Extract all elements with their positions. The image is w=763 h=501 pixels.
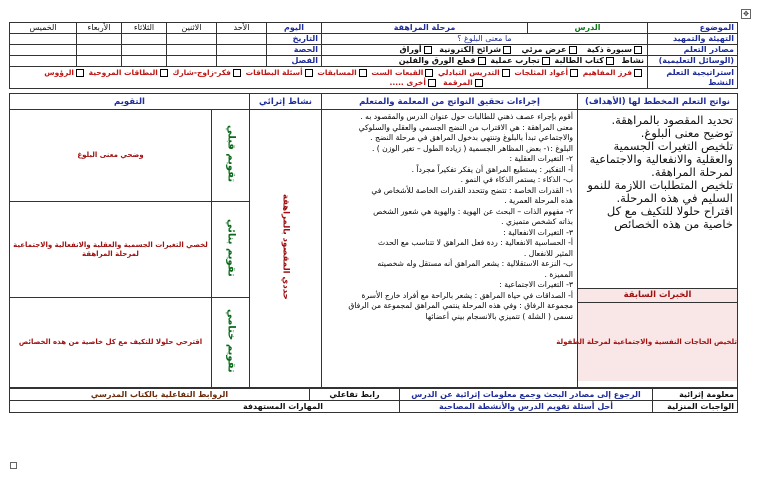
- date-label: التاريخ: [267, 34, 322, 45]
- checkbox-icon[interactable]: [424, 46, 432, 54]
- eval-pre-label: تقويم قبلي: [225, 125, 237, 183]
- main-table: [9, 93, 738, 388]
- col-outcomes: نواتج التعلم المخطط لها (الأهداف): [578, 94, 738, 110]
- checkbox-icon[interactable]: [634, 46, 642, 54]
- checkbox-icon[interactable]: [502, 69, 510, 77]
- lesson-title[interactable]: مرحلة المراهقة: [322, 23, 528, 34]
- eval-final-text[interactable]: اقترحي حلولا للتكيف مع كل خاصية من هذه الخصائص: [9, 298, 211, 388]
- sources-sub-label: (الوسائل التعليمية): [648, 56, 738, 67]
- checkbox-icon[interactable]: [76, 69, 84, 77]
- checkbox-icon[interactable]: [634, 69, 642, 77]
- class-label: الفصل: [267, 56, 322, 67]
- eval-pre-label-cell: [212, 110, 250, 202]
- checkbox-icon[interactable]: [503, 46, 511, 54]
- enrichment-label: معلومة إثرائية: [653, 389, 738, 401]
- activity-text: حددي المقصود بالمراهقة: [280, 194, 291, 300]
- lesson-plan-page: [10, 22, 738, 476]
- outcomes-list[interactable]: تحديد المقصود بالمراهقة. توضيح معنى البلوغ. تلخيص التغيرات الجسمية والعقلية والانفعالية والاجتماعية لمرحلة المراهقة. تلخيص المتطلبات اللازمة للنمو السليم في هذه المرحلة. اقتراح حلولا للتكيف مع كل خاصية من هذه الخصائص: [587, 113, 733, 231]
- subject-value[interactable]: التهيئة والتمهيد: [648, 34, 738, 45]
- checkbox-icon[interactable]: [570, 69, 578, 77]
- lesson-question[interactable]: ما معنى البلوغ ؟: [322, 34, 648, 45]
- homework-value[interactable]: أحل أسئلة تقويم الدرس والأنشطة المصاحبة: [400, 401, 653, 413]
- checkbox-icon[interactable]: [359, 69, 367, 77]
- lesson-label: الدرس: [528, 23, 648, 34]
- strategies-list: فرز المفاهيم أعواد المثلجات التدريس التبادلي القبعات الست المسابقات أسئلة البطاقات فكر-زاوج-شارك البطاقات المروحية الرؤوس المرقمة أخرى .....: [10, 67, 648, 89]
- table-move-handle-icon[interactable]: ✥: [741, 9, 751, 19]
- sources-row-2: نشاط كتاب الطالبة تجارب عملية قطع الورق والفلين: [322, 56, 648, 67]
- checkbox-icon[interactable]: [569, 46, 577, 54]
- eval-pre-text[interactable]: وضحي معنى البلوغ: [9, 110, 211, 202]
- header-table: [9, 22, 738, 89]
- checkbox-icon[interactable]: [305, 69, 313, 77]
- interactive-link-value[interactable]: الروابط التفاعلية بالكتاب المدرسي: [10, 389, 310, 401]
- checkbox-icon[interactable]: [428, 79, 436, 87]
- skills-label: المهارات المستهدفة: [10, 401, 400, 413]
- checkbox-icon[interactable]: [160, 69, 168, 77]
- day-wednesday: الأربعاء: [77, 23, 122, 34]
- eval-final-label: تقويم ختامي: [225, 309, 237, 373]
- outcomes-cell: [556, 110, 738, 388]
- checkbox-icon[interactable]: [478, 57, 486, 65]
- strategy-label: استراتيجية التعلم النشط: [648, 67, 738, 89]
- sources-row-1: سبورة ذكية عرض مرئي شرائح إلكترونية أوراق: [322, 45, 648, 56]
- resize-handle-icon[interactable]: [10, 462, 17, 469]
- day-thursday: الخميس: [10, 23, 77, 34]
- eval-formative-label: تقويم بنائي: [225, 219, 237, 277]
- checkbox-icon[interactable]: [425, 69, 433, 77]
- col-activity: نشاط إثرائي: [250, 94, 322, 110]
- activity-cell[interactable]: [250, 110, 322, 388]
- day-tuesday: الثلاثاء: [122, 23, 167, 34]
- procedures-cell: [322, 110, 578, 388]
- enrichment-value[interactable]: الرجوع إلى مصادر البحث وجمع معلومات إثرائية عن الدرس: [400, 389, 653, 401]
- checkbox-icon[interactable]: [233, 69, 241, 77]
- footer-table: [9, 388, 738, 413]
- checkbox-icon[interactable]: [542, 57, 550, 65]
- eval-final-label-cell: [212, 298, 250, 388]
- prior-knowledge-label: الخبرات السابقة: [578, 288, 737, 303]
- col-procedures: إجراءات تحقيق النواتج من المعلمة والمتعلم: [322, 94, 578, 110]
- checkbox-icon[interactable]: [606, 57, 614, 65]
- checkbox-icon[interactable]: [475, 79, 483, 87]
- day-header: اليوم: [267, 23, 322, 34]
- procedures-list[interactable]: أقوم بإجراء عصف ذهني للطالبات حول عنوان الدرس والمقصود به . معنى المراهقة : هي الاقتراب من النضج الجسمي والعقلي والسلوكي والاجتماعي تبدأ بالبلوغ وتنتهي بدخول المراهق في مرحلة النضج . البلوغ :١- بعض المظاهر الجسمية ( زيادة الطول – تغير الوزن ) . ٢- التغيرات العقلية : أ- التفكير : يستطيع المراهق أن يفكر تفكيراً مجرداً . ب- الذكاء : يستمر الذكاء في النمو . ١- القدرات الخاصة : تتضح وتتحدد القدرات الخاصة للأشخاص في هذه المرحلة العمرية . ٢- مفهوم الذات – البحث عن الهوية : والهوية هي شعور الشخص بذاته كشخص متميزي . ٣- التغيرات الانفعالية : أ- الحساسية الانفعالية : ردة فعل المراهق لا تتناسب مع الحدث المثير للانفعال . ب- النزعة الاستقلالية : يشعر المراهق أنه مستقل وله شخصيته المميزة . ٣- التغيرات الاجتماعية : أ- الصداقات في حياة المراهق : يشعر بالراحة مع أفراد خارج الأسرة مجموعة الرفاق : وفي هذه المرحلة ينتمي المراهق لمجموعة من الرفاق تسمى ( الشلة ) تتميزي بالانسجام بيني أعضائها: [348, 112, 573, 321]
- day-monday: الاثنين: [167, 23, 217, 34]
- period-label: الحصة: [267, 45, 322, 56]
- day-sunday: الأحد: [217, 23, 267, 34]
- prior-knowledge-text[interactable]: تلخيص الحاجات النفسية والاجتماعية لمرحلة الطفولة: [578, 303, 737, 381]
- subject-label: الموضوع: [648, 23, 738, 34]
- eval-formative-label-cell: [212, 202, 250, 298]
- col-evaluation: التقويم: [9, 94, 249, 110]
- homework-label: الواجبات المنزلية: [653, 401, 738, 413]
- eval-formative-text[interactable]: لخصي التغيرات الجسمية والعقلية والانفعالية والاجتماعية لمرحلة المراهقة: [9, 202, 211, 298]
- interactive-link-label: رابط تفاعلي: [310, 389, 400, 401]
- sources-label: مصادر التعلم: [648, 45, 738, 56]
